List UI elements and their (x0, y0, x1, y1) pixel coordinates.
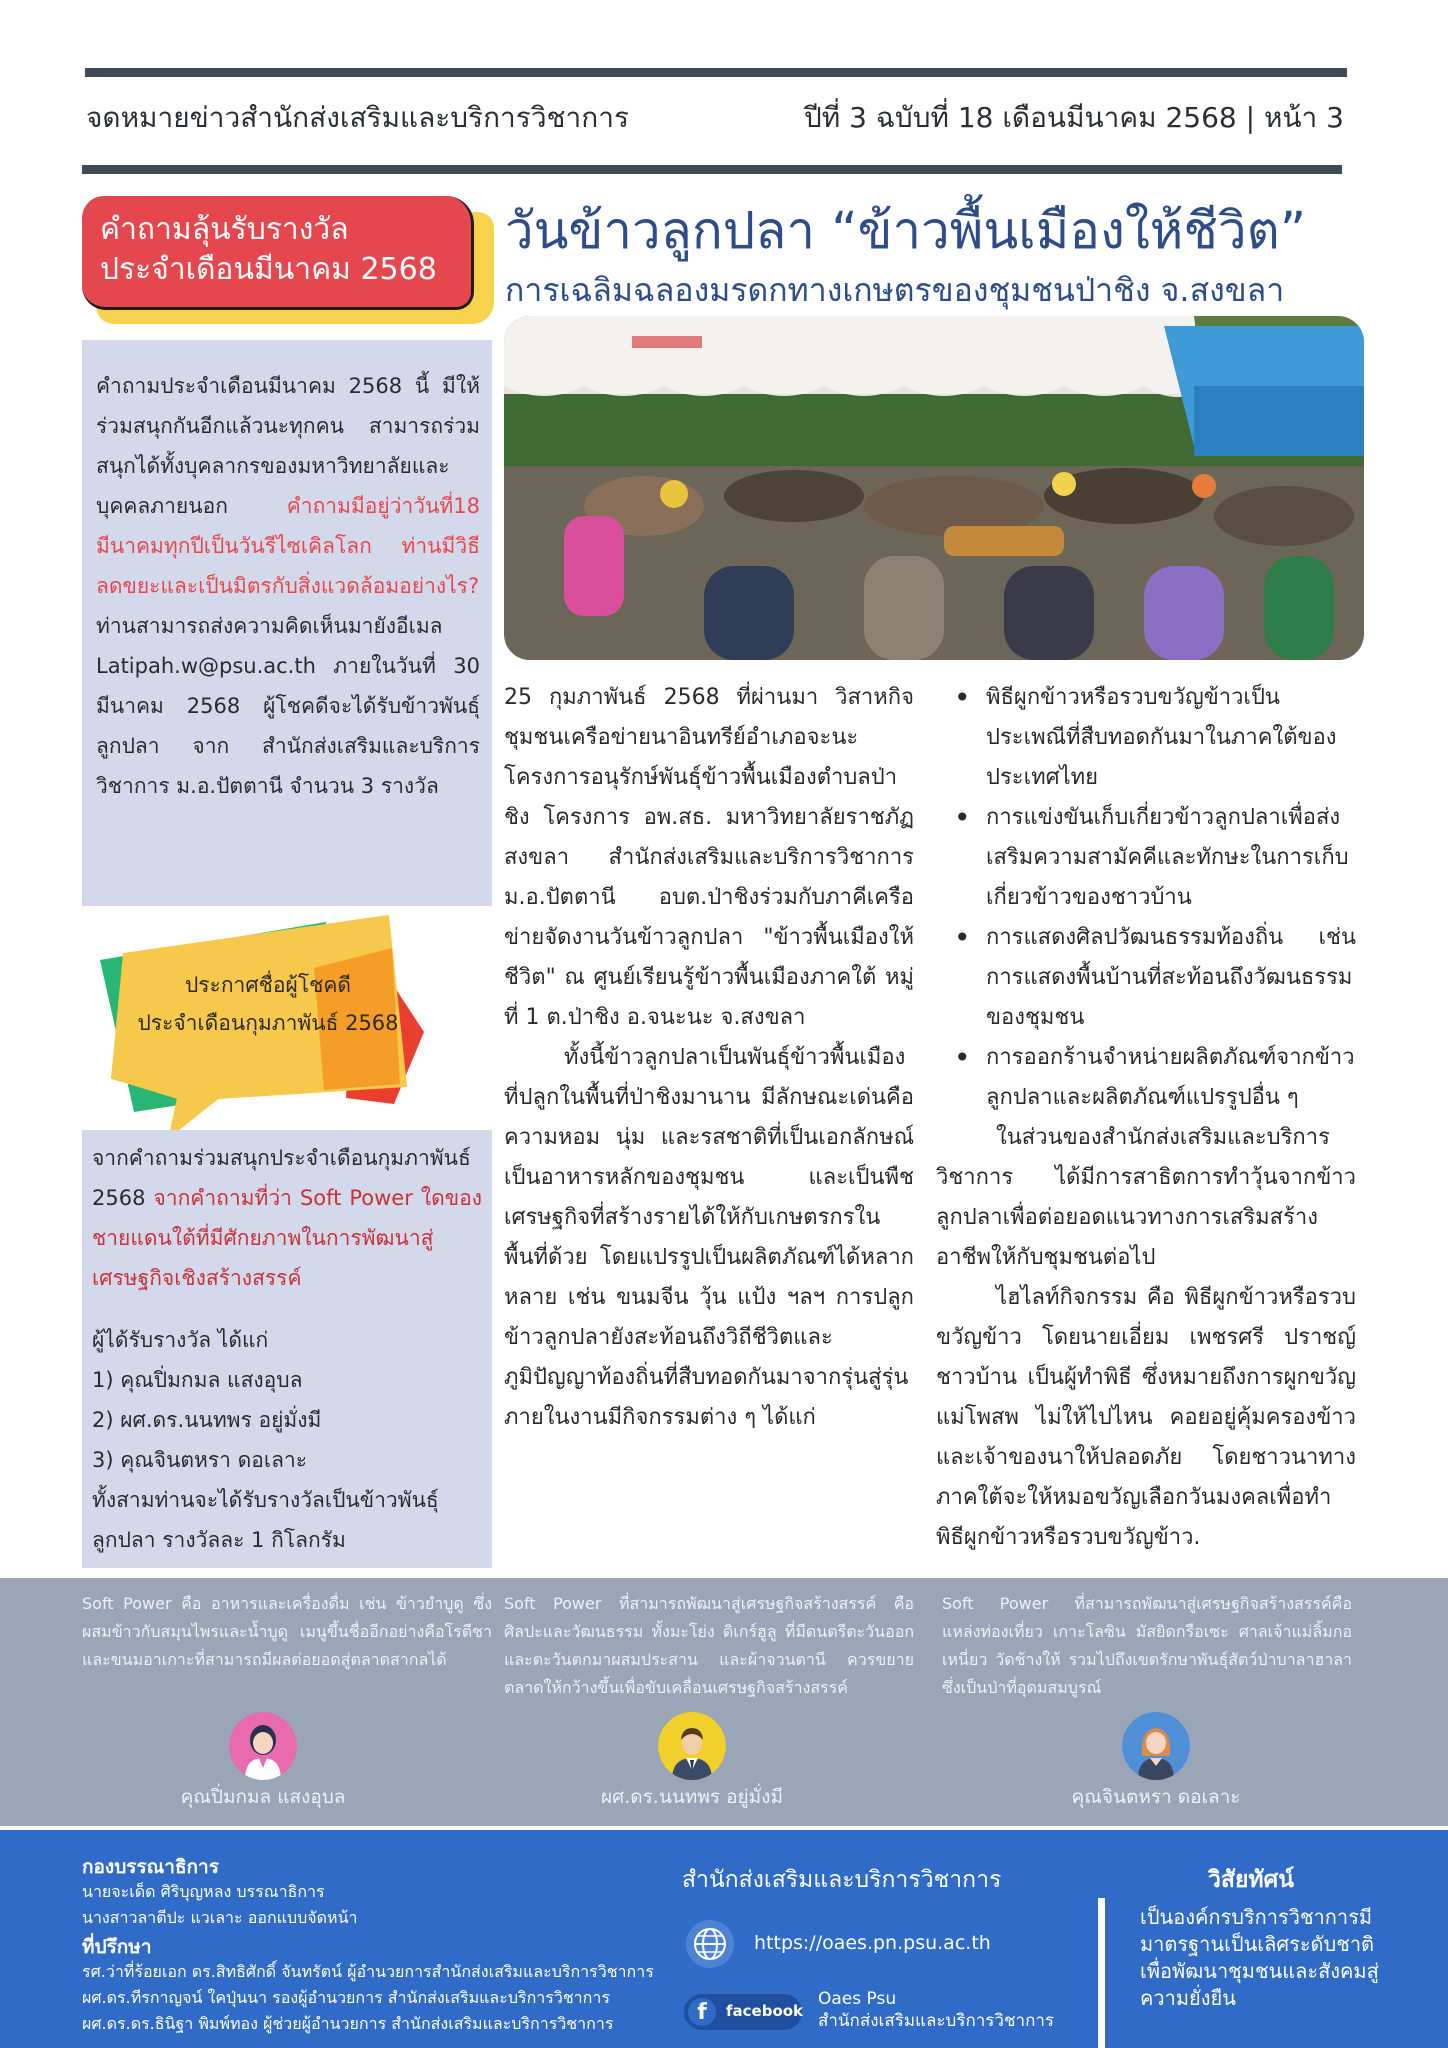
winner-name-3: 3) คุณจินตหรา ดอเลาะ (92, 1448, 308, 1472)
winner-announcement-line2: ประจำเดือนกุมภาพันธ์ 2568 (137, 1011, 399, 1035)
quiz-badge-line1: คำถามลุ้นรับรางวัล (100, 212, 349, 247)
advisor-line-2: ผศ.ดร.ทีรกาญจน์ ใคปุ่นนา รองผู้อำนวยการ สำนักส่งเสริมและบริการวิชาการ (82, 1988, 610, 2007)
editorial-line-2: นางสาวลาตีปะ แวเลาะ ออกแบบจัดหน้า (82, 1908, 358, 1927)
article-paragraph-1: 25 กุมภาพันธ์ 2568 ที่ผ่านมา วิสาหกิจชุมชนเครือข่ายนาอินทรีย์อำเภอจะนะ โครงการอนุรักษ์พันธุ์ข้าวพื้นเมืองตำบลป่าชิง โครงการ อพ.สธ. มหาวิทยาลัยราชภัฏสงขลา สำนักส่งเสริมและบริการวิชาการ ม.อ.ปัตตานี อบต.ป่าชิงร่วมกับภาคีเครือข่ายจัดงานวันข้าวลูกปลา "ข้าวพื้นเมืองให้ชีวิต" ณ ศูนย์เรียนรู้ข้าวพื้นเมืองภาคใต้ หมู่ที่ 1 ต.ป่าชิง อ.จนะนะ จ.สงขลา (504, 685, 914, 1030)
vision-divider (1098, 1898, 1105, 2048)
advisor-line-1: รศ.ว่าที่ร้อยเอก ดร.สิทธิศักดิ์ จันทรัตน์ ผู้อำนวยการสำนักส่งเสริมและบริการวิชาการ (82, 1962, 654, 1981)
editorial-heading: กองบรรณาธิการ (82, 1856, 219, 1878)
event-photo (504, 316, 1364, 660)
winner-list-heading: ผู้ได้รับรางวัล ได้แก่ (92, 1328, 269, 1352)
activity-item: • พิธีผูกข้าวหรือรวบขวัญข้าวเป็นประเพณีที่สืบทอดกันมาในภาคใต้ของประเทศไทย (936, 678, 1356, 798)
quiz-intro: คำถามประจำเดือนมีนาคม 2568 นี้ มีให้ร่วมสนุกกันอีกแล้วนะทุกคน สามารถร่วมสนุกได้ทั้งบุคลากรของมหาวิทยาลัยและบุคคลภายนอก (96, 374, 480, 518)
facebook-page-name-line1: Oaes Psu (818, 1989, 897, 2009)
winner-intro: จากคำถามร่วมสนุกประจำเดือนกุมภาพันธ์ 2568 (92, 1146, 471, 1210)
winner-name-2: 2) ผศ.ดร.นนทพร อยู่มั่งมี (92, 1408, 322, 1432)
article-column-right (936, 678, 1356, 1558)
winner-prize: ทั้งสามท่านจะได้รับรางวัลเป็นข้าวพันธุ์ลูกปลา รางวัลละ 1 กิโลกรัม (92, 1488, 439, 1552)
article-paragraph-2: ทั้งนี้ข้าวลูกปลาเป็นพันธุ์ข้าวพื้นเมืองที่ปลูกในพื้นที่ป่าชิงมานาน มีลักษณะเด่นคือความหอม นุ่ม และรสชาติที่เป็นเอกลักษณ์ เป็นอาหารหลักของชุมชน และเป็นพืชเศรษฐกิจที่สร้างรายได้ให้กับเกษตรกรในพื้นที่ด้วย โดยแปรรูปเป็นผลิตภัณฑ์ได้หลากหลาย เช่น ขนมจีน วุ้น แป้ง ฯลฯ การปลูกข้าวลูกปลายังสะท้อนถึงวิถีชีวิตและภูมิปัญญาท้องถิ่นที่สืบทอดกันมาจากรุ่นสู่รุ่น ภายในงานมีกิจกรรมต่าง ๆ ได้แก่ (504, 1045, 914, 1430)
website-link[interactable]: https://oaes.pn.psu.ac.th (754, 1932, 991, 1954)
winner-announcement (118, 966, 418, 1042)
vision-title: วิสัยทัศน์ (1208, 1867, 1294, 1893)
article-paragraph-4: ไฮไลท์กิจกรรม คือ พิธีผูกข้าวหรือรวบขวัญข้าว โดยนายเอี่ยม เพชรศรี ปราชญ์ชาวบ้าน เป็นผู้ทำพิธี ซึ่งหมายถึงการผูกขวัญแม่โพสพ ไม่ให้ไปไหน คอยอยู่คุ้มครองข้าวและเจ้าของนาให้ปลอดภัย โดยชาวนาทางภาคใต้จะให้หมอขวัญเลือกวันมงคลเพื่อทำพิธีผูกข้าวหรือรวบขวัญข้าว. (936, 1285, 1356, 1550)
article-column-middle (504, 678, 914, 1568)
quiz-box (82, 340, 492, 906)
avatar-woman-icon (1122, 1712, 1190, 1780)
editorial-line-1: นายจะเด็ด ศิริบุญหลง บรรณาธิการ (82, 1882, 325, 1901)
advisor-heading: ที่ปรึกษา (82, 1936, 152, 1958)
newsletter-name: จดหมายข่าวสำนักส่งเสริมและบริการวิชาการ (86, 101, 629, 134)
issue-info: ปีที่ 3 ฉบับที่ 18 เดือนมีนาคม 2568 | หน้า 3 (804, 101, 1344, 134)
article-subtitle: การเฉลิมฉลองมรดกทางเกษตรของชุมชนป่าชิง จ.สงขลา (505, 271, 1285, 309)
facebook-page-name-line2: สำนักส่งเสริมและบริการวิชาการ (818, 2011, 1055, 2031)
facebook-icon: f (688, 1998, 716, 2026)
answer-text-3: Soft Power ที่สามารถพัฒนาสู่เศรษฐกิจสร้างสรรค์คือ แหล่งท่องเที่ยว เกาะโลซิน มัสยิดกรือเซะ ศาลเจ้าแม่ลิ้มกอเหนี่ยว วัดช้างให้ รวมไปถึงเขตรักษาพันธุ์สัตว์ป่าบาลาฮาลา ซึ่งเป็นป่าที่อุดมสมบูรณ์ (942, 1594, 1352, 1697)
winner-name-1: 1) คุณปิ่มกมล แสงอุบล (92, 1368, 303, 1392)
activity-list (936, 678, 1356, 1118)
facebook-label: facebook (726, 2002, 804, 2020)
quiz-instructions: ท่านสามารถส่งความคิดเห็นมายังอีเมล Latipah.w@psu.ac.th ภายในวันที่ 30 มีนาคม 2568 ผู้โชคดีจะได้รับข้าวพันธุ์ลูกปลา จาก สำนักส่งเสริมและบริการวิชาการ ม.อ.ปัตตานี จำนวน 3 รางวัล (96, 614, 480, 798)
answer-text-2: Soft Power ที่สามารถพัฒนาสู่เศรษฐกิจสร้างสรรค์ คือ ศิลปะและวัฒนธรรม ทั้งมะโย่ง ดิเกร์ฮูลู ที่มีดนตรีตะวันออกและตะวันตกมาผสมประสาน และผ้าจวนตานี ควรขยายตลาดให้กว้างขึ้นเพื่อขับเคลื่อนเศรษฐกิจสร้างสรรค์ (504, 1594, 914, 1697)
header-rule-top (85, 68, 1347, 77)
globe-icon (686, 1920, 734, 1968)
office-name: สำนักส่งเสริมและบริการวิชาการ (682, 1867, 1002, 1893)
avatar-man-icon (658, 1712, 726, 1780)
winner-announcement-line1: ประกาศชื่อผู้โชคดี (184, 973, 352, 997)
winner-box (82, 1130, 492, 1568)
avatar-woman-icon (229, 1712, 297, 1780)
answer-text-1: Soft Power คือ อาหารและเครื่องดื่ม เช่น ข้าวยำบูดู ซึ่งผสมข้าวกับสมุนไพรและน้ำบูดู เมนูขึ้นชื่ออีกอย่างคือโรตีชา และขนมอาเกาะที่สามารถมีผลต่อยอดสู่ตลาดสากลได้ (82, 1594, 492, 1669)
facebook-page-name[interactable] (818, 1988, 1054, 2032)
answer-name-2: ผศ.ดร.นนทพร อยู่มั่งมี (601, 1786, 783, 1808)
article-paragraph-3: ในส่วนของสำนักส่งเสริมและบริการวิชาการ ได้มีการสาธิตการทำวุ้นจากข้าวลูกปลาเพื่อต่อยอดแนวทางการเสริมสร้างอาชีพให้กับชุมชนต่อไป (936, 1125, 1356, 1270)
advisor-line-3: ผศ.ดร.ดร.ธินิฐา พิมพ์ทอง ผู้ช่วยผู้อำนวยการ สำนักส่งเสริมและบริการวิชาการ (82, 2014, 614, 2033)
activity-item: • การออกร้านจำหน่ายผลิตภัณฑ์จากข้าวลูกปลาและผลิตภัณฑ์แปรรูปอื่น ๆ (936, 1038, 1356, 1118)
quiz-badge (82, 196, 492, 324)
article-title: วันข้าวลูกปลา “ข้าวพื้นเมืองให้ชีวิต” (505, 202, 1307, 261)
answer-name-1: คุณปิ่มกมล แสงอุบล (180, 1786, 346, 1808)
activity-item: • การแสดงศิลปวัฒนธรรมท้องถิ่น เช่น การแสดงพื้นบ้านที่สะท้อนถึงวัฒนธรรมของชุมชน (936, 918, 1356, 1038)
answer-name-3: คุณจินตหรา ดอเลาะ (1071, 1786, 1241, 1808)
quiz-badge-label (82, 196, 474, 310)
winner-question: จากคำถามที่ว่า Soft Power ใดของชายแดนใต้ที่มีศักยภาพในการพัฒนาสู่เศรษฐกิจเชิงสร้างสรรค์ (92, 1186, 482, 1290)
quiz-question: คำถามมีอยู่ว่าวันที่18 มีนาคมทุกปีเป็นวันรีไซเคิลโลก ท่านมีวิธีลดขยะและเป็นมิตรกับสิ่งแวดล้อมอย่างไร? (96, 494, 480, 598)
vision-text: เป็นองค์กรบริการวิชาการมีมาตรฐานเป็นเลิศระดับชาติ เพื่อพัฒนาชุมชนและสังคมสู่ความยั่งยืน (1140, 1905, 1379, 2010)
header-rule-bottom (82, 165, 1342, 174)
activity-item: • การแข่งขันเก็บเกี่ยวข้าวลูกปลาเพื่อส่งเสริมความสามัคคีและทักษะในการเก็บเกี่ยวข้าวของชาวบ้าน (936, 798, 1356, 918)
quiz-badge-line2: ประจำเดือนมีนาคม 2568 (100, 252, 437, 287)
